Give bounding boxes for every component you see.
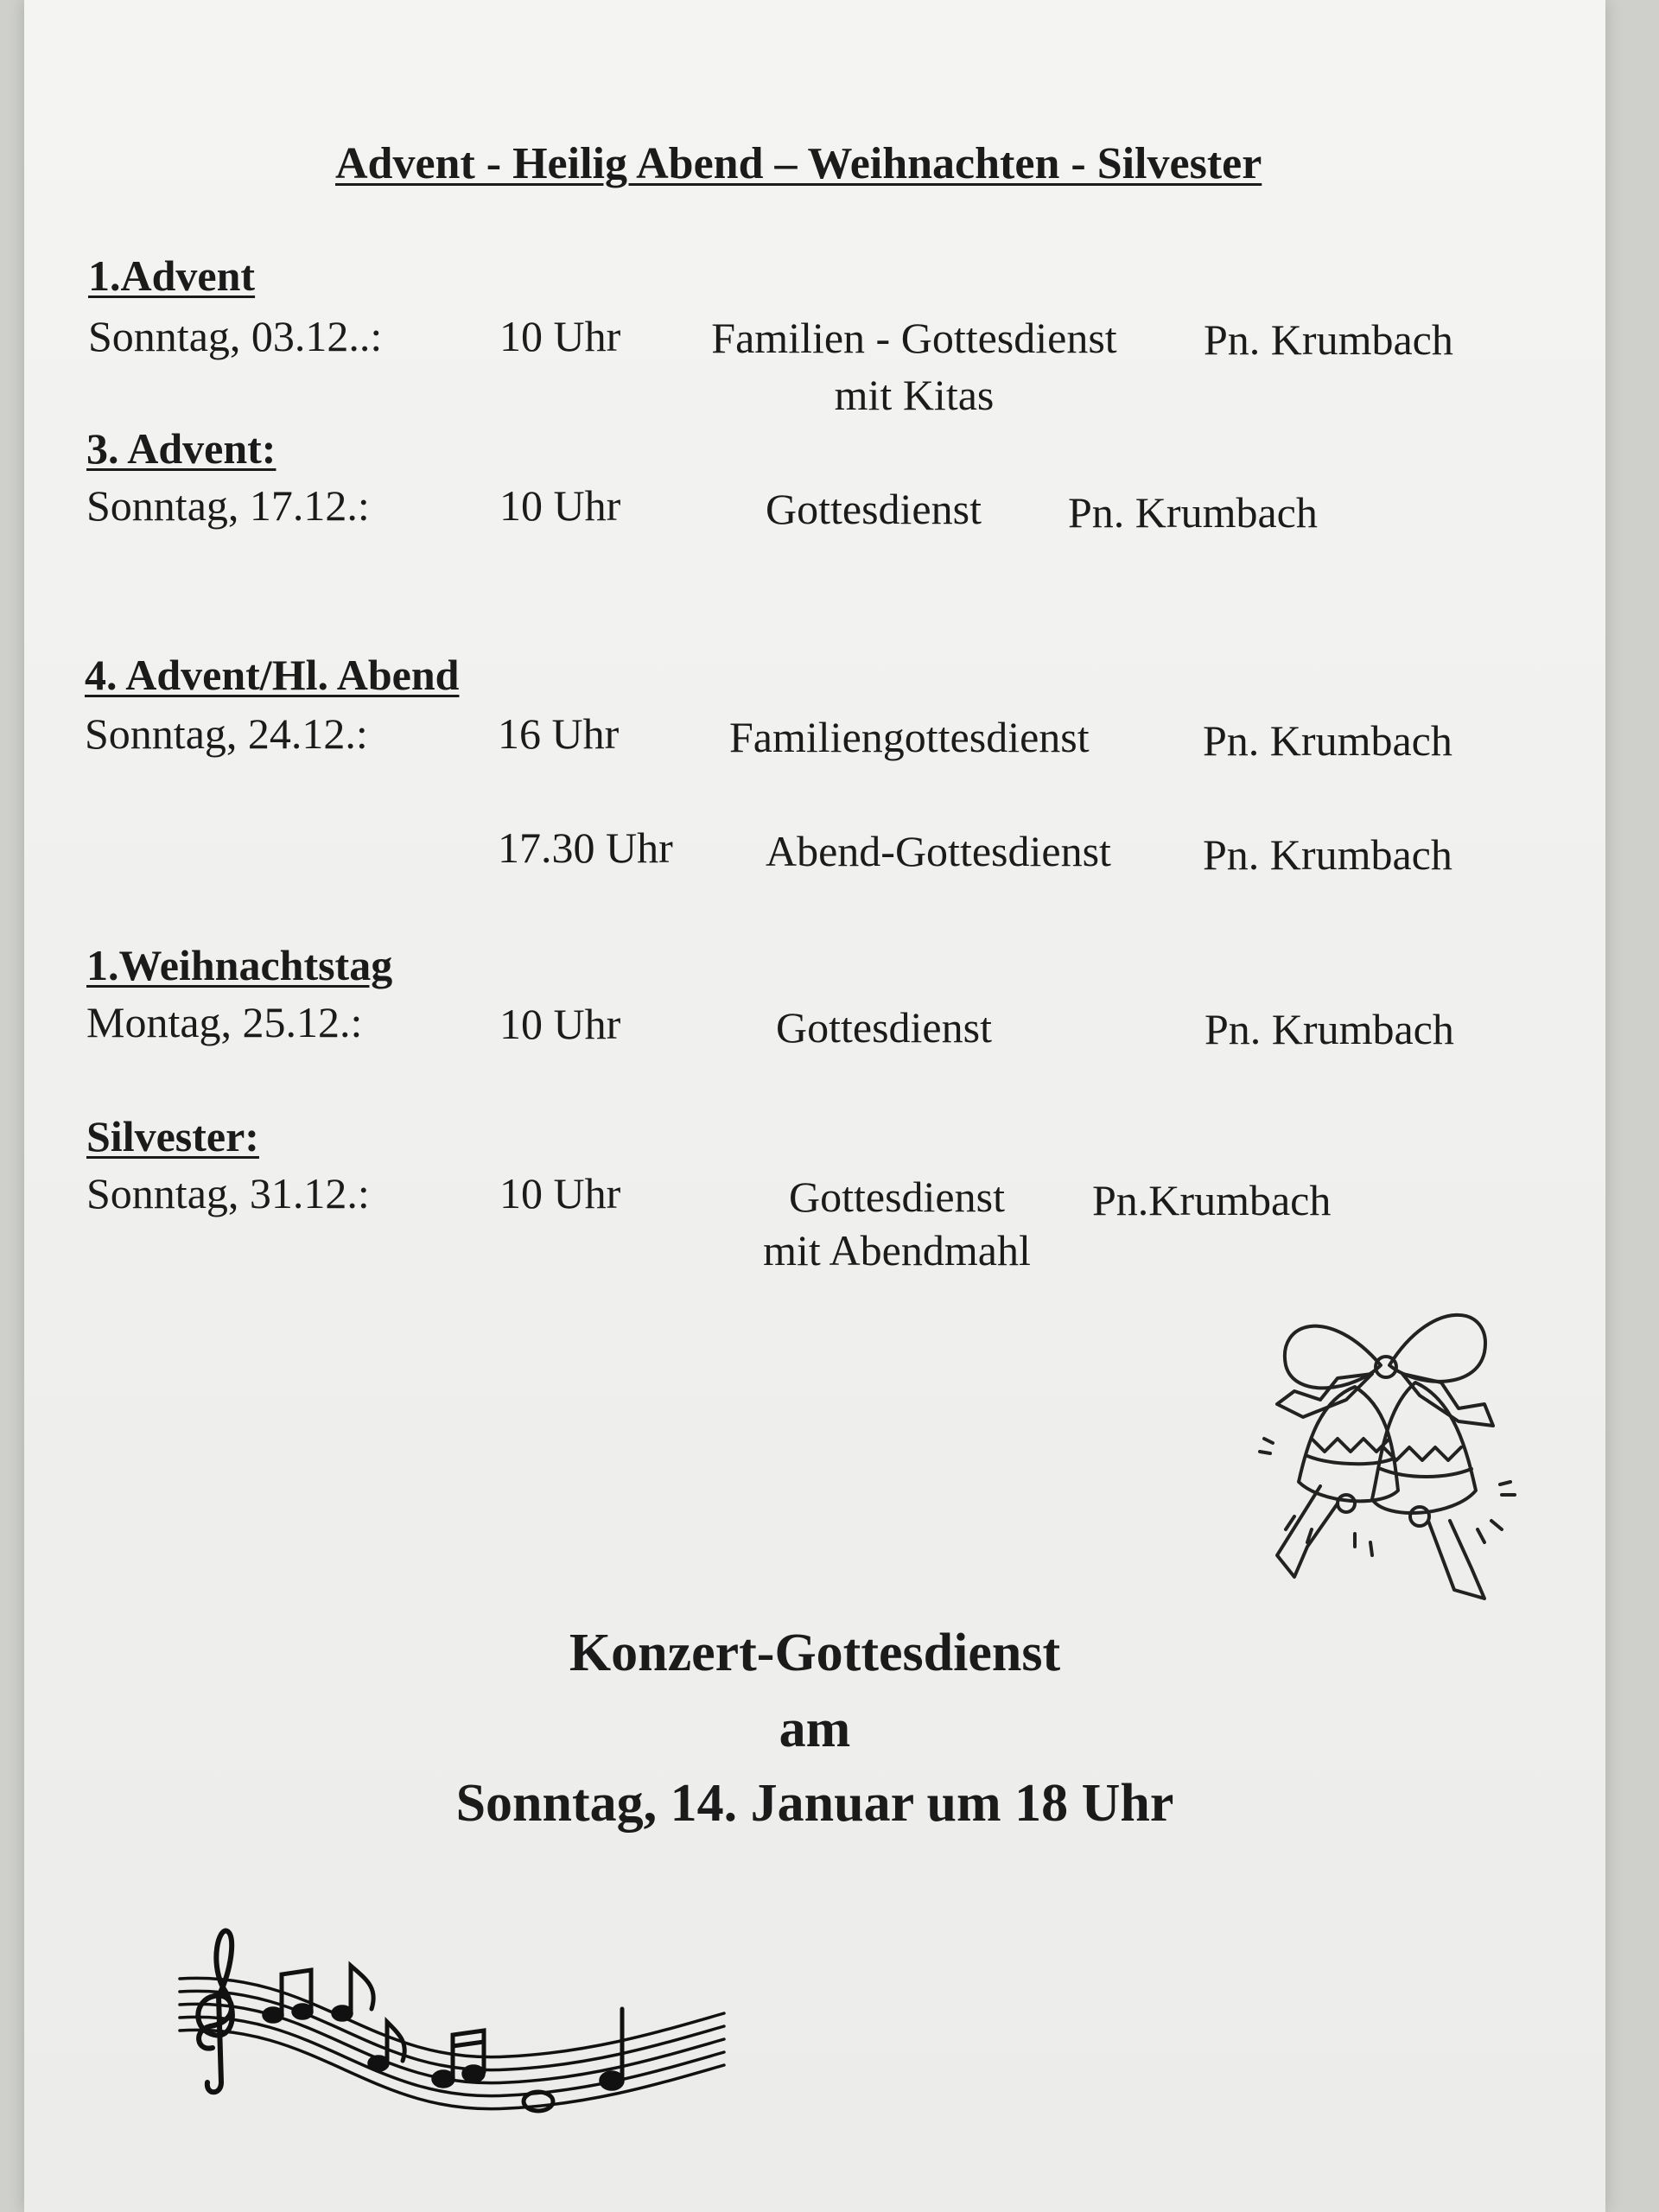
entry-pastor: Pn.Krumbach: [1092, 1176, 1332, 1224]
entry-pastor: Pn. Krumbach: [1203, 716, 1452, 765]
christmas-bells-icon: [1225, 1270, 1545, 1633]
entry-service: Abend-Gottesdienst: [766, 827, 1111, 875]
entry-time: 17.30 Uhr: [498, 823, 673, 872]
entry-day: Montag, 25.12.:: [86, 998, 363, 1046]
entry-service-line2: mit Abendmahl: [763, 1226, 1031, 1274]
entry-pastor: Pn. Krumbach: [1068, 488, 1318, 537]
entry-day: Sonntag, 24.12.:: [85, 709, 368, 758]
entry-day: Sonntag, 03.12..:: [88, 312, 383, 360]
flyer-sheet: [24, 0, 1605, 2212]
section-heading-silvester: Silvester:: [86, 1112, 259, 1160]
entry-pastor: Pn. Krumbach: [1203, 830, 1452, 879]
section-heading-3-advent: 3. Advent:: [86, 424, 276, 473]
entry-service-line2: mit Kitas: [834, 371, 995, 419]
entry-service: Familien - Gottesdienst: [711, 314, 1117, 362]
entry-service: Gottesdienst: [776, 1003, 992, 1052]
entry-day: Sonntag, 17.12.:: [86, 481, 370, 530]
entry-time: 10 Uhr: [499, 481, 621, 530]
music-notes-icon: [145, 1910, 767, 2134]
entry-day: Sonntag, 31.12.:: [86, 1169, 370, 1217]
concert-am: am: [779, 1700, 851, 1758]
entry-service: Gottesdienst: [789, 1173, 1005, 1221]
entry-time: 10 Uhr: [499, 1000, 621, 1048]
entry-service: Gottesdienst: [766, 485, 982, 533]
section-heading-1-advent: 1.Advent: [88, 251, 256, 300]
entry-service: Familiengottesdienst: [729, 713, 1090, 761]
entry-time: 10 Uhr: [499, 1169, 621, 1217]
concert-date: Sonntag, 14. Januar um 18 Uhr: [455, 1774, 1174, 1833]
section-heading-weihnachtstag: 1.Weihnachtstag: [86, 941, 393, 989]
entry-time: 16 Uhr: [498, 709, 620, 758]
entry-time: 10 Uhr: [499, 312, 621, 360]
entry-pastor: Pn. Krumbach: [1205, 1005, 1454, 1053]
concert-title: Konzert-Gottesdienst: [569, 1624, 1061, 1682]
entry-pastor: Pn. Krumbach: [1204, 315, 1453, 364]
section-heading-4-advent: 4. Advent/Hl. Abend: [85, 651, 460, 699]
flyer-title: Advent - Heilig Abend – Weihnachten - Silvester: [335, 139, 1262, 188]
